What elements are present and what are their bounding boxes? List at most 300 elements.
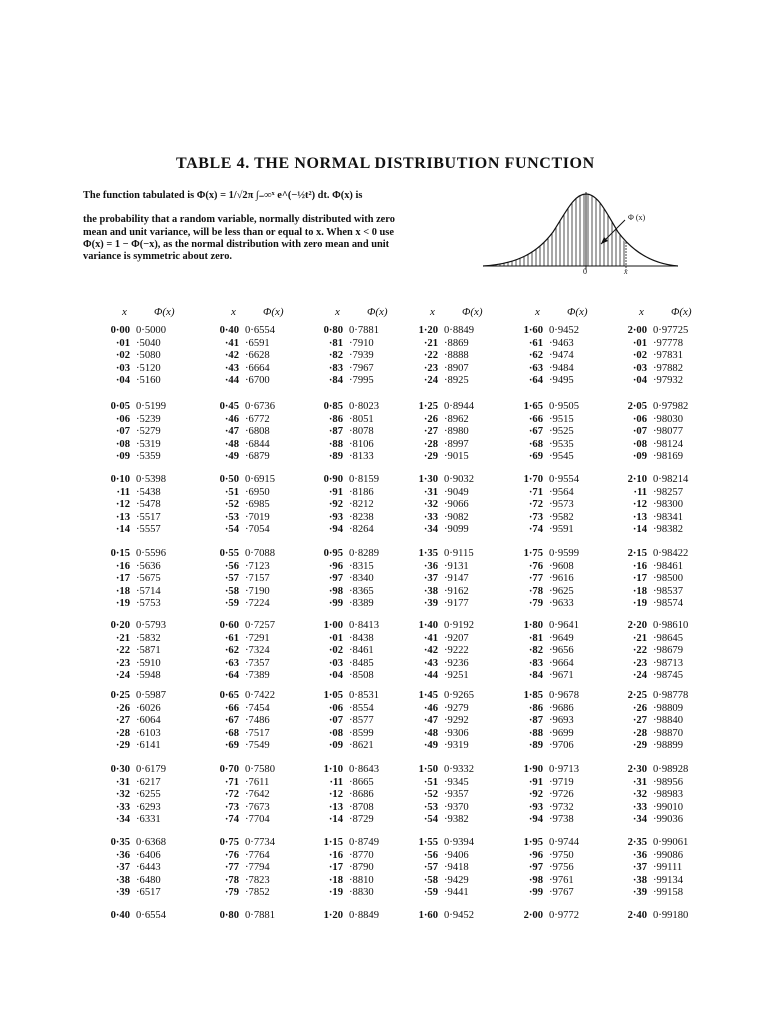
x-value: ·94 [328,524,343,536]
phi-value: ·8925 [444,375,469,387]
normal-curve-svg [478,182,678,274]
x-value: ·54 [224,524,239,536]
x-value: 0·75 [219,837,239,848]
phi-value: ·9706 [549,740,574,752]
phi-value: ·5160 [136,375,161,387]
x-value: ·44 [224,375,239,387]
x-value: ·66 [224,702,239,714]
phi-value: ·6517 [136,887,161,899]
x-value: ·67 [224,715,239,727]
x-value: ·13 [328,801,343,813]
phi-value: 0·8289 [349,548,380,559]
phi-value: 0·6554 [136,910,167,921]
x-value: ·39 [632,887,647,899]
phi-value: ·8438 [349,632,374,644]
x-value: ·84 [528,670,543,682]
phi-value: ·99086 [653,849,684,861]
phi-value: 0·98422 [653,548,689,559]
phi-value: ·98809 [653,702,684,714]
x-value: ·09 [115,451,130,463]
phi-value: ·99134 [653,874,684,886]
phi-value: ·8790 [349,862,374,874]
x-value: ·59 [423,887,438,899]
x-value: ·11 [633,486,647,498]
phi-value: ·7054 [245,524,270,536]
phi-value: ·9732 [549,801,574,813]
phi-value: ·6480 [136,874,161,886]
x-value: ·26 [423,413,438,425]
phi-value: ·9345 [444,776,469,788]
phi-value: ·98983 [653,789,684,801]
x-value: ·36 [632,849,647,861]
phi-value: ·98537 [653,585,684,597]
x-value: ·71 [224,776,239,788]
x-value: ·69 [224,740,239,752]
phi-value: ·9564 [549,486,574,498]
x-value: 2·10 [627,474,647,485]
phi-value: ·7852 [245,887,270,899]
phi-value: ·7910 [349,337,374,349]
phi-value: ·98030 [653,413,684,425]
phi-value: ·8621 [349,740,374,752]
phi-value: ·9441 [444,887,469,899]
phi-value: 0·7088 [245,548,276,559]
header-x: x [639,306,644,318]
x-value: ·43 [423,657,438,669]
phi-value: ·5040 [136,337,161,349]
x-value: ·37 [423,573,438,585]
phi-value: 0·6736 [245,401,276,412]
x-value: 0·90 [323,474,343,485]
phi-value: 0·8159 [349,474,380,485]
phi-value: ·6879 [245,451,270,463]
x-value: ·36 [115,849,130,861]
phi-value: 0·98928 [653,764,689,775]
x-value: ·18 [328,874,343,886]
zero-label: 0 [583,267,587,274]
phi-value: 0·7580 [245,764,276,775]
phi-value: ·7486 [245,715,270,727]
phi-value: ·8577 [349,715,374,727]
x-value: ·06 [632,413,647,425]
phi-value: ·9207 [444,632,469,644]
x-value: 2·35 [627,837,647,848]
phi-value: ·9545 [549,451,574,463]
x-value: ·41 [423,632,438,644]
x-value: ·24 [423,375,438,387]
x-value: ·47 [224,426,239,438]
x-value: 1·55 [418,837,438,848]
phi-value: ·8830 [349,887,374,899]
x-value: ·23 [423,362,438,374]
phi-value: 0·98778 [653,690,689,701]
phi-value: 0·99061 [653,837,689,848]
phi-value: ·6064 [136,715,161,727]
phi-value: ·6103 [136,727,161,739]
phi-value: 0·5398 [136,474,167,485]
header-x: x [535,306,540,318]
x-value: 0·60 [219,620,239,631]
intro-text [83,190,401,263]
x-value: ·01 [328,632,343,644]
x-value: ·18 [632,585,647,597]
x-value: ·17 [632,573,647,585]
phi-value: 0·98214 [653,474,689,485]
x-value: 2·30 [627,764,647,775]
x-value: ·12 [115,499,130,511]
phi-value: ·98956 [653,776,684,788]
x-value: ·89 [528,740,543,752]
x-value: ·62 [224,645,239,657]
x-value: ·43 [224,362,239,374]
phi-value: ·98169 [653,451,684,463]
phi-value: ·97831 [653,350,684,362]
x-value: ·04 [328,670,343,682]
phi-value: 0·9505 [549,401,580,412]
phi-value: ·9484 [549,362,574,374]
phi-value: ·8485 [349,657,374,669]
x-value: 0·85 [323,401,343,412]
header-x: x [335,306,340,318]
phi-value: 0·8749 [349,837,380,848]
phi-value: ·5714 [136,585,161,597]
x-value: 1·65 [523,401,543,412]
phi-value: ·99036 [653,814,684,826]
x-value: ·38 [423,585,438,597]
x-value: 0·35 [110,837,130,848]
phi-label: Φ (x) [628,213,646,222]
normal-curve-figure [478,182,678,274]
phi-value: ·8665 [349,776,374,788]
x-value: ·88 [328,438,343,450]
phi-value: ·9671 [549,670,574,682]
phi-value: ·8686 [349,789,374,801]
x-value: ·68 [528,438,543,450]
phi-value: ·6591 [245,337,270,349]
x-value: ·97 [328,573,343,585]
x-value: ·24 [632,670,647,682]
phi-value: ·7794 [245,862,270,874]
phi-value: ·7224 [245,598,270,610]
x-value: ·86 [328,413,343,425]
phi-value: ·8869 [444,337,469,349]
x-value: ·79 [528,598,543,610]
phi-value: 0·9115 [444,548,474,559]
x-value: ·28 [423,438,438,450]
phi-value: 0·9452 [549,325,580,336]
phi-value: ·98679 [653,645,684,657]
x-value: 2·20 [627,620,647,631]
x-value: ·39 [423,598,438,610]
phi-value: ·6628 [245,350,270,362]
x-value: ·57 [224,573,239,585]
x-value: ·52 [224,499,239,511]
phi-value: ·9474 [549,350,574,362]
x-label: x [624,267,628,274]
x-value: ·02 [115,350,130,362]
x-value: ·02 [632,350,647,362]
x-value: 0·20 [110,620,130,631]
phi-value: ·8907 [444,362,469,374]
phi-value: ·97882 [653,362,684,374]
x-value: ·01 [115,337,130,349]
x-value: ·71 [528,486,543,498]
phi-value: ·9463 [549,337,574,349]
phi-value: ·98461 [653,560,684,572]
x-value: ·89 [328,451,343,463]
x-value: ·96 [328,560,343,572]
phi-value: 0·6179 [136,764,167,775]
phi-value: ·9292 [444,715,469,727]
x-value: ·37 [115,862,130,874]
phi-value: ·98713 [653,657,684,669]
phi-value: ·8106 [349,438,374,450]
phi-value: ·7967 [349,362,374,374]
phi-value: ·9649 [549,632,574,644]
x-value: ·84 [328,375,343,387]
phi-value: ·8770 [349,849,374,861]
x-value: ·96 [528,849,543,861]
x-value: ·49 [224,451,239,463]
phi-value: ·9177 [444,598,469,610]
phi-value: 0·9713 [549,764,580,775]
phi-value: ·6141 [136,740,161,752]
x-value: ·91 [528,776,543,788]
x-value: ·77 [224,862,239,874]
x-value: ·14 [328,814,343,826]
x-value: ·12 [632,499,647,511]
x-value: ·48 [224,438,239,450]
x-value: 0·15 [110,548,130,559]
x-value: ·17 [328,862,343,874]
x-value: ·23 [632,657,647,669]
phi-value: ·7642 [245,789,270,801]
x-value: ·18 [115,585,130,597]
x-value: ·42 [224,350,239,362]
x-value: ·53 [423,801,438,813]
phi-value: ·5239 [136,413,161,425]
x-value: ·08 [632,438,647,450]
x-value: ·67 [528,426,543,438]
phi-value: ·9767 [549,887,574,899]
x-value: 1·60 [523,325,543,336]
phi-value: ·7939 [349,350,374,362]
phi-value: ·9222 [444,645,469,657]
phi-value: ·7764 [245,849,270,861]
x-value: ·06 [328,702,343,714]
x-value: 1·20 [418,325,438,336]
phi-value: ·8980 [444,426,469,438]
phi-value: ·6443 [136,862,161,874]
x-value: ·81 [528,632,543,644]
phi-value: ·6331 [136,814,161,826]
phi-value: ·5478 [136,499,161,511]
x-value: ·48 [423,727,438,739]
x-value: 0·70 [219,764,239,775]
phi-value: ·9279 [444,702,469,714]
x-value: ·23 [115,657,130,669]
phi-value: ·8508 [349,670,374,682]
header-phi: Φ(x) [567,306,588,318]
phi-value: ·98645 [653,632,684,644]
x-value: ·74 [224,814,239,826]
phi-value: ·5871 [136,645,161,657]
phi-value: ·98077 [653,426,684,438]
x-value: ·53 [224,511,239,523]
x-value: 0·05 [110,401,130,412]
phi-value: ·5636 [136,560,161,572]
x-value: ·19 [115,598,130,610]
x-value: ·61 [224,632,239,644]
phi-value: 0·8849 [444,325,475,336]
x-value: ·87 [528,715,543,727]
x-value: 1·30 [418,474,438,485]
x-value: ·31 [632,776,647,788]
header-x: x [231,306,236,318]
phi-value: ·98899 [653,740,684,752]
x-value: ·72 [224,789,239,801]
phi-value: ·9591 [549,524,574,536]
phi-value: ·7190 [245,585,270,597]
x-value: ·91 [328,486,343,498]
phi-value: 0·97982 [653,401,689,412]
x-value: 1·95 [523,837,543,848]
phi-value: ·7549 [245,740,270,752]
phi-value: ·8997 [444,438,469,450]
phi-value: ·98124 [653,438,684,450]
x-value: 1·25 [418,401,438,412]
phi-value: ·9162 [444,585,469,597]
phi-value: ·9251 [444,670,469,682]
header-phi: Φ(x) [263,306,284,318]
x-value: ·19 [632,598,647,610]
phi-value: 0·9032 [444,474,475,485]
x-value: ·61 [528,337,543,349]
x-value: ·83 [528,657,543,669]
x-value: ·63 [528,362,543,374]
x-value: ·32 [423,499,438,511]
phi-value: ·9147 [444,573,469,585]
phi-value: ·5438 [136,486,161,498]
x-value: 1·20 [323,910,343,921]
phi-value: ·7823 [245,874,270,886]
x-value: ·16 [115,560,130,572]
x-value: ·46 [224,413,239,425]
phi-value: ·9099 [444,524,469,536]
phi-value: ·8264 [349,524,374,536]
phi-value: ·9131 [444,560,469,572]
x-value: ·58 [423,874,438,886]
x-value: ·38 [115,874,130,886]
phi-value: ·5948 [136,670,161,682]
x-value: ·03 [632,362,647,374]
x-value: ·76 [528,560,543,572]
x-value: ·24 [115,670,130,682]
phi-value: ·7324 [245,645,270,657]
x-value: ·31 [115,776,130,788]
x-value: ·99 [528,887,543,899]
x-value: ·64 [224,670,239,682]
phi-value: 0·9192 [444,620,475,631]
x-value: ·94 [528,814,543,826]
x-value: 1·15 [323,837,343,848]
phi-value: 0·9265 [444,690,475,701]
x-value: ·68 [224,727,239,739]
phi-value: ·6406 [136,849,161,861]
x-value: ·93 [328,511,343,523]
phi-value: ·7517 [245,727,270,739]
phi-value: ·5120 [136,362,161,374]
x-value: ·78 [528,585,543,597]
x-value: ·37 [632,862,647,874]
x-value: ·12 [328,789,343,801]
phi-value: ·99111 [653,862,683,874]
x-value: ·27 [115,715,130,727]
x-value: ·28 [632,727,647,739]
x-value: ·28 [115,727,130,739]
x-value: ·42 [423,645,438,657]
x-value: ·14 [115,524,130,536]
x-value: ·63 [224,657,239,669]
phi-value: ·8554 [349,702,374,714]
x-value: ·81 [328,337,343,349]
x-value: ·93 [528,801,543,813]
x-value: ·51 [224,486,239,498]
phi-value: ·9319 [444,740,469,752]
phi-value: 0·6915 [245,474,276,485]
phi-value: ·9429 [444,874,469,886]
phi-value: ·98341 [653,511,684,523]
x-value: ·36 [423,560,438,572]
x-value: ·51 [423,776,438,788]
x-value: ·07 [328,715,343,727]
x-value: 1·35 [418,548,438,559]
phi-value: ·98257 [653,486,684,498]
x-value: 0·10 [110,474,130,485]
phi-value: ·9525 [549,426,574,438]
x-value: ·29 [632,740,647,752]
phi-value: ·7611 [245,776,270,788]
phi-value: 0·8849 [349,910,380,921]
x-value: 0·95 [323,548,343,559]
x-value: ·32 [115,789,130,801]
phi-value: ·97778 [653,337,684,349]
phi-value: 0·5596 [136,548,167,559]
phi-value: ·7673 [245,801,270,813]
phi-value: ·6255 [136,789,161,801]
x-value: ·31 [423,486,438,498]
x-value: ·21 [632,632,647,644]
phi-value: ·8810 [349,874,374,886]
x-value: ·98 [328,585,343,597]
x-value: ·11 [329,776,343,788]
x-value: ·62 [528,350,543,362]
phi-value: 0·7881 [349,325,380,336]
phi-value: ·9082 [444,511,469,523]
x-value: ·33 [632,801,647,813]
phi-value: 0·8944 [444,401,475,412]
x-value: ·83 [328,362,343,374]
formula-prefix: The function tabulated is Φ(x) = [83,190,226,201]
phi-value: 0·98610 [653,620,689,631]
x-value: 1·60 [418,910,438,921]
header-phi: Φ(x) [671,306,692,318]
x-value: ·58 [224,585,239,597]
phi-value: 0·8531 [349,690,380,701]
phi-value: 0·9332 [444,764,475,775]
phi-value: ·8186 [349,486,374,498]
x-value: ·79 [224,887,239,899]
